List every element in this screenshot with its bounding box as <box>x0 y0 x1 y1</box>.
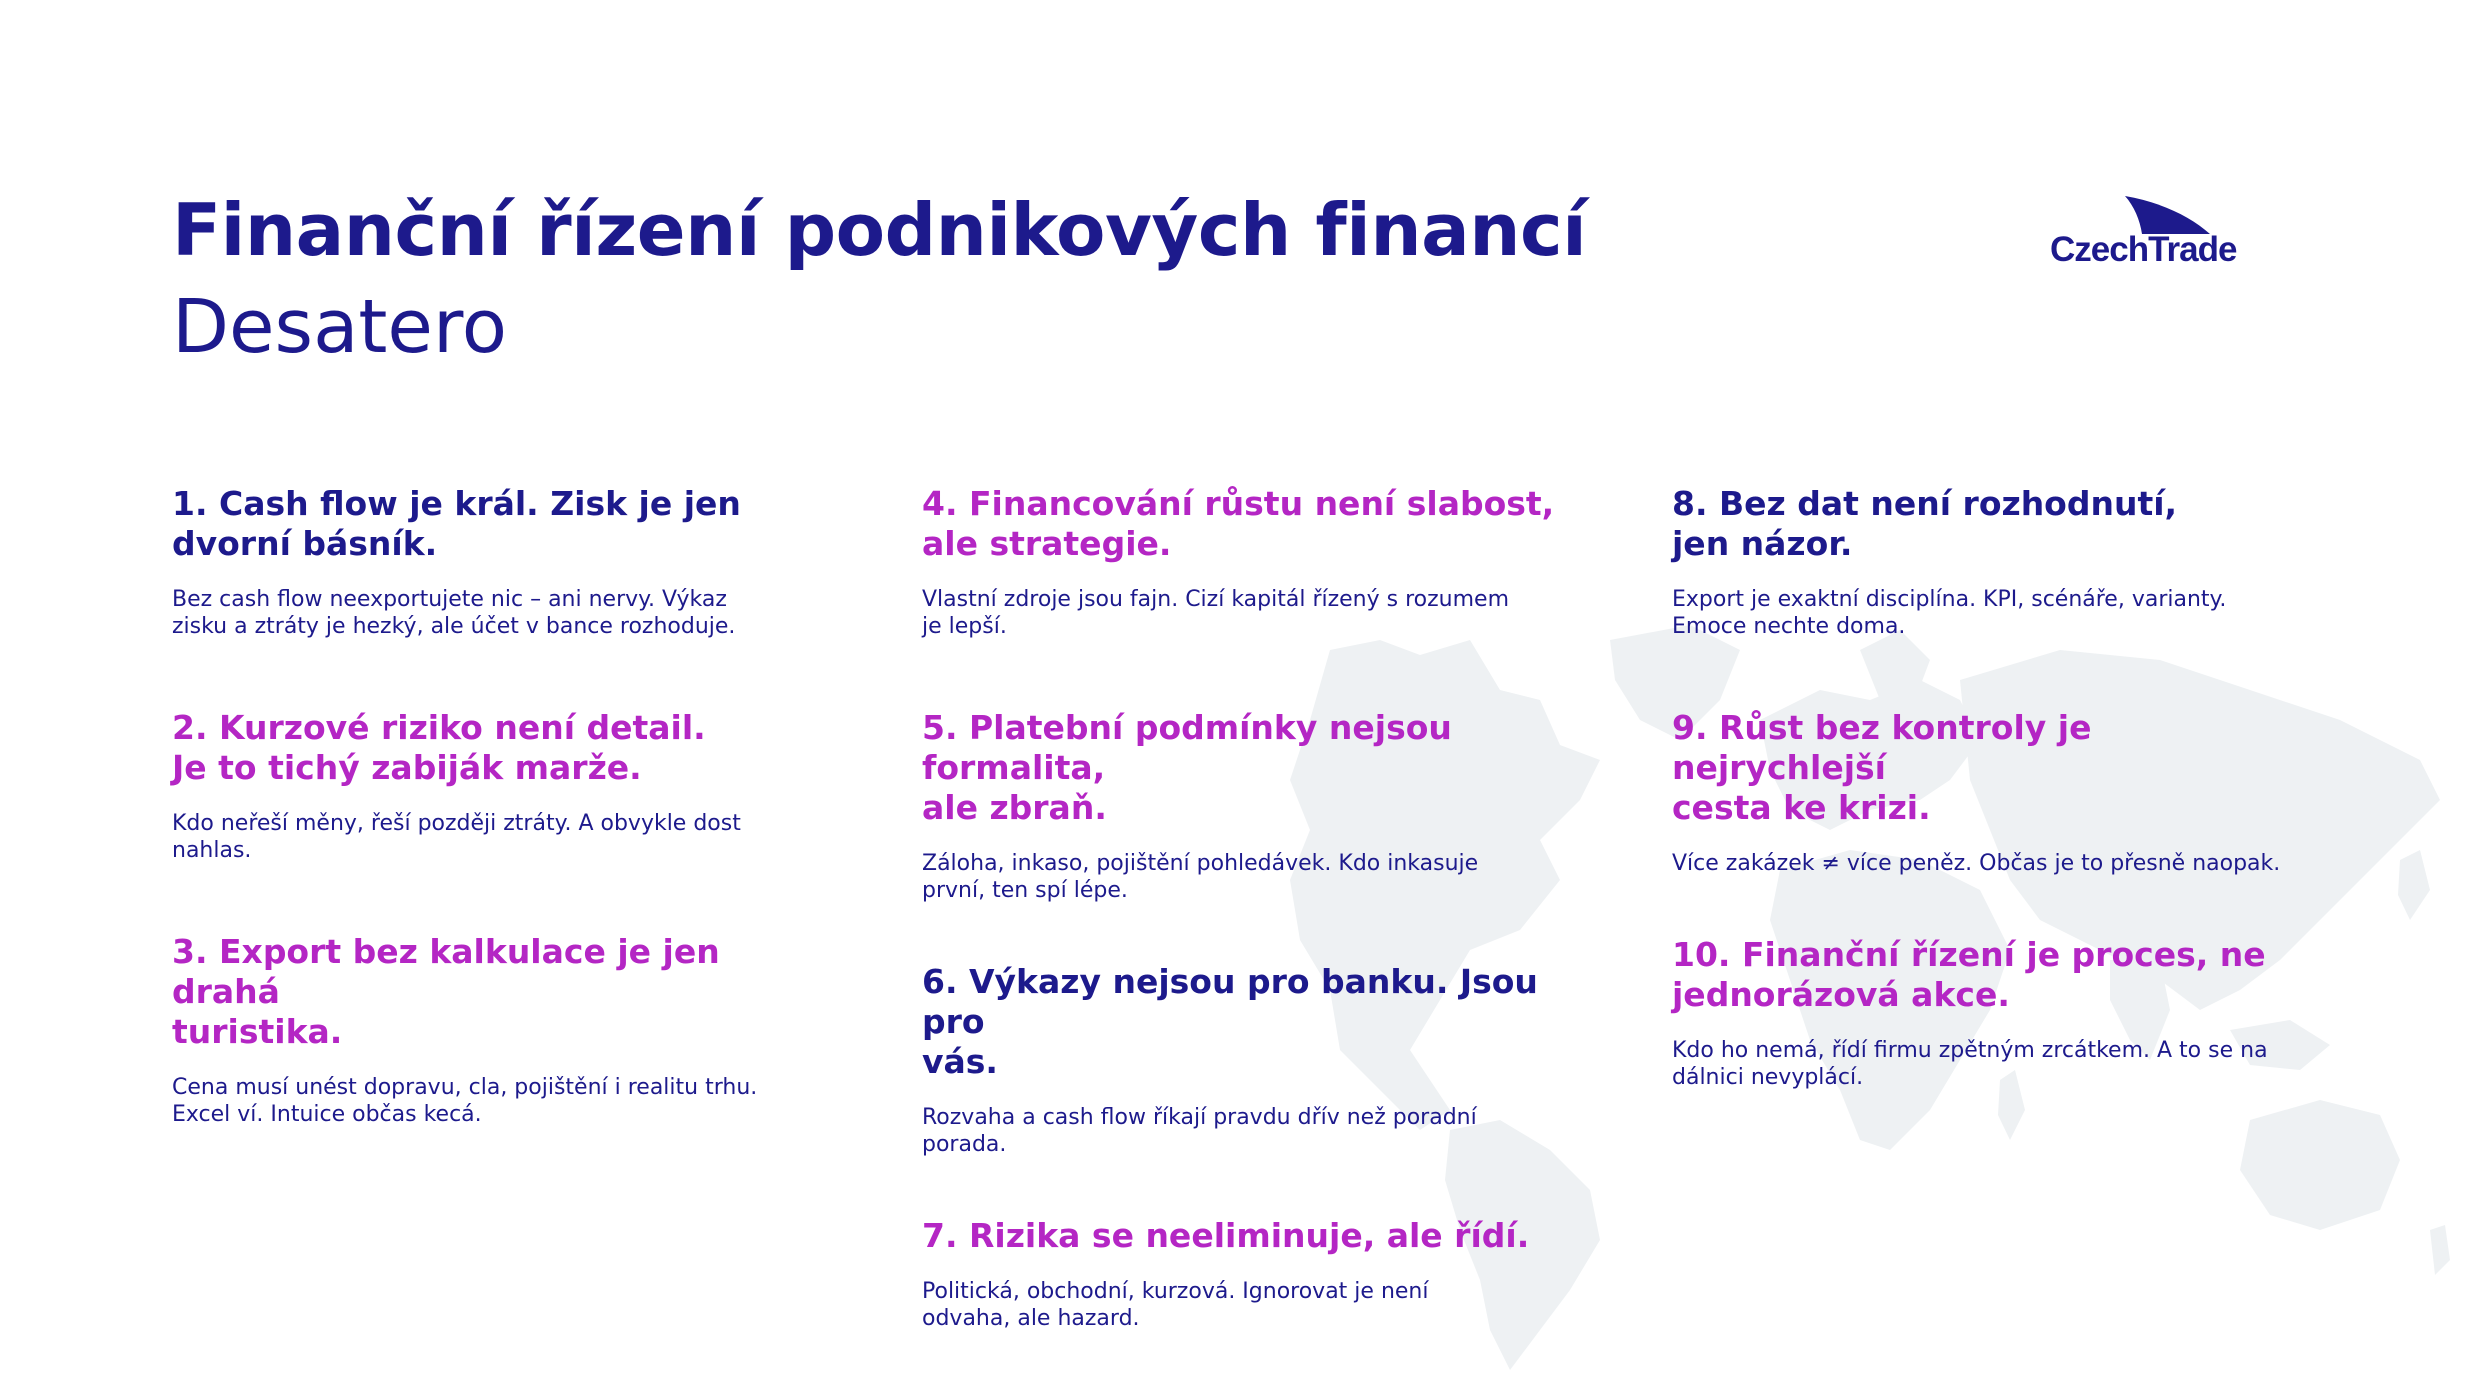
item-heading: 3. Export bez kalkulace je jen drahá turistika. <box>172 932 720 1051</box>
item-body: Politická, obchodní, kurzová. Ignorovat je není odvaha, ale hazard. <box>922 1279 1429 1331</box>
item-heading: 8. Bez dat není rozhodnutí, jen názor. <box>1672 484 2178 563</box>
item-body: Více zakázek ≠ více peněz. Občas je to přesně naopak. <box>1672 851 2281 876</box>
item-body: Záloha, inkaso, pojištění pohledávek. Kdo inkasuje první, ten spí lépe. <box>922 851 1479 903</box>
item-body: Kdo neřeší měny, řeší později ztráty. A obvykle dost nahlas. <box>172 811 741 863</box>
czechtrade-logo <box>2050 190 2290 290</box>
list-item-9 <box>1672 708 2312 877</box>
list-item-1 <box>172 484 812 640</box>
item-body: Export je exaktní disciplína. KPI, scénáře, varianty. Emoce nechte doma. <box>1672 587 2227 639</box>
item-body: Vlastní zdroje jsou fajn. Cizí kapitál řízený s rozumem je lepší. <box>922 587 1510 639</box>
list-item-8 <box>1672 484 2312 640</box>
list-item-5 <box>922 708 1582 904</box>
item-heading: 5. Platební podmínky nejsou formalita, ale zbraň. <box>922 708 1452 827</box>
list-item-2 <box>172 708 812 864</box>
item-heading: 10. Finanční řízení je proces, ne jednorázová akce. <box>1672 935 2266 1014</box>
column-3 <box>1672 484 2312 1091</box>
column-2 <box>922 484 1582 1332</box>
page-subtitle: Desatero <box>172 284 508 370</box>
item-heading: 1. Cash flow je král. Zisk je jen dvorní básník. <box>172 484 741 563</box>
column-1 <box>172 484 812 1128</box>
list-item-3 <box>172 932 812 1128</box>
list-item-7 <box>922 1216 1582 1332</box>
list-item-10 <box>1672 935 2312 1091</box>
item-body: Kdo ho nemá, řídí firmu zpětným zrcátkem. A to se na dálnici nevyplácí. <box>1672 1038 2268 1090</box>
list-item-6 <box>922 962 1582 1158</box>
item-body: Cena musí unést dopravu, cla, pojištění i realitu trhu. Excel ví. Intuice občas kecá. <box>172 1075 758 1127</box>
page-title: Finanční řízení podnikových financí <box>172 188 1587 272</box>
item-heading: 2. Kurzové riziko není detail. Je to tichý zabiják marže. <box>172 708 706 787</box>
logo-text: CzechTrade <box>2050 230 2237 269</box>
item-heading: 6. Výkazy nejsou pro banku. Jsou pro vás. <box>922 962 1538 1081</box>
list-item-4 <box>922 484 1582 640</box>
item-body: Bez cash flow neexportujete nic – ani nervy. Výkaz zisku a ztráty je hezký, ale účet v bance rozhoduje. <box>172 587 736 639</box>
item-heading: 4. Financování růstu není slabost, ale strategie. <box>922 484 1555 563</box>
item-heading: 9. Růst bez kontroly je nejrychlejší cesta ke krizi. <box>1672 708 2092 827</box>
item-heading: 7. Rizika se neeliminuje, ale řídí. <box>922 1216 1530 1255</box>
item-body: Rozvaha a cash flow říkají pravdu dřív než poradní porada. <box>922 1105 1477 1157</box>
